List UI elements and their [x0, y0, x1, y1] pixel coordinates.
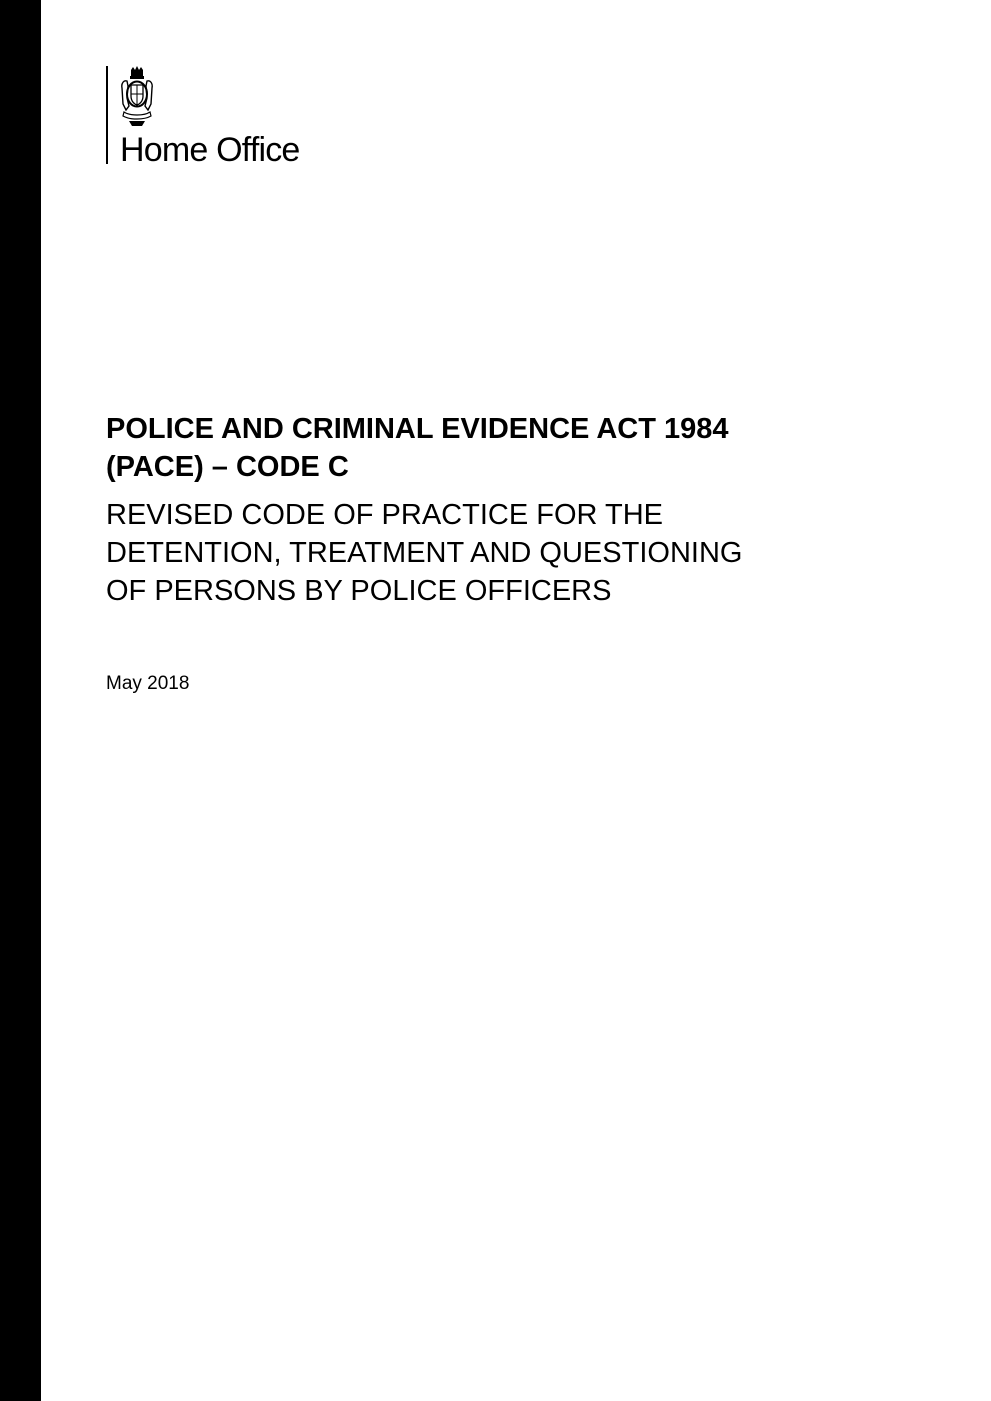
subtitle-line: DETENTION, TREATMENT AND QUESTIONING — [106, 537, 743, 569]
document-title — [106, 410, 886, 486]
document-subtitle — [106, 496, 886, 610]
home-office-logo — [106, 66, 366, 170]
royal-coat-of-arms-icon — [120, 66, 154, 130]
logo-divider-rule — [106, 66, 108, 164]
title-line: POLICE AND CRIMINAL EVIDENCE ACT 1984 — [106, 413, 729, 445]
organisation-name: Home Office — [120, 131, 300, 169]
publication-date: May 2018 — [106, 673, 190, 694]
subtitle-line: REVISED CODE OF PRACTICE FOR THE — [106, 499, 663, 531]
subtitle-line: OF PERSONS BY POLICE OFFICERS — [106, 575, 612, 607]
left-edge-band — [0, 0, 41, 1401]
title-block — [106, 410, 886, 610]
title-line: (PACE) – CODE C — [106, 451, 349, 483]
